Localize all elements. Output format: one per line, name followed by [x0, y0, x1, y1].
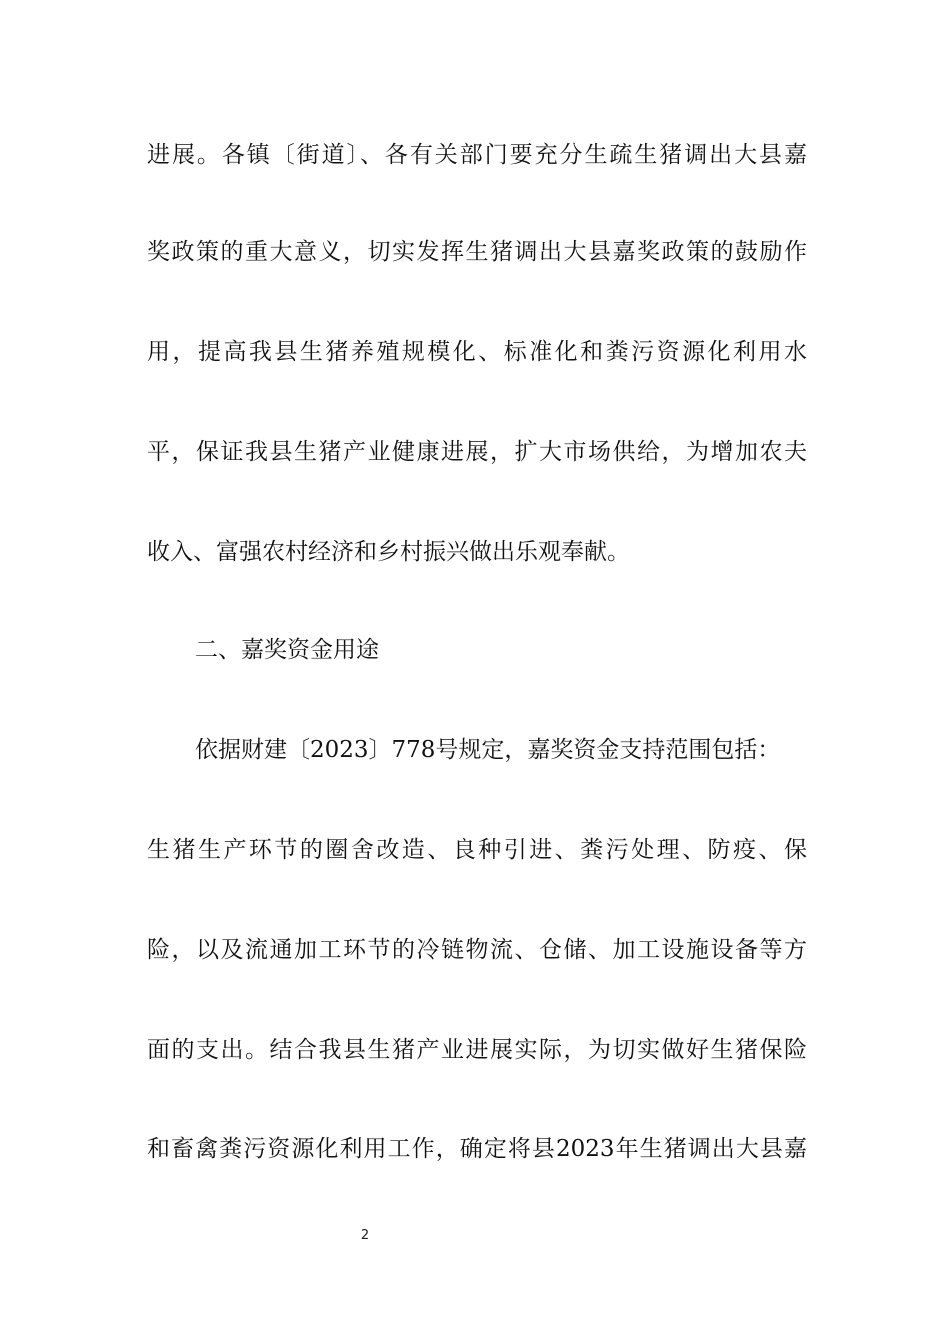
- paragraph-line: 依据财建〔2023〕778号规定，嘉奖资金支持范围包括：: [195, 737, 781, 763]
- paragraph-line: 和畜禽粪污资源化利用工作，确定将县2023年生猪调出大县嘉: [147, 1136, 807, 1162]
- page-number: 2: [360, 1228, 370, 1243]
- section-heading: 二、嘉奖资金用途: [195, 637, 379, 663]
- paragraph-line: 收入、富强农村经济和乡村振兴做出乐观奉献。: [147, 539, 630, 565]
- paragraph-line: 生猪生产环节的圈舍改造、良种引进、粪污处理、防疫、保: [147, 837, 807, 863]
- paragraph-line: 平，保证我县生猪产业健康进展，扩大市场供给，为增加农夫: [147, 439, 807, 465]
- paragraph-line: 险，以及流通加工环节的冷链物流、仓储、加工设施设备等方: [147, 937, 807, 963]
- paragraph-line: 面的支出。结合我县生猪产业进展实际，为切实做好生猪保险: [147, 1037, 807, 1063]
- paragraph-line: 奖政策的重大意义，切实发挥生猪调出大县嘉奖政策的鼓励作: [147, 239, 807, 265]
- paragraph-line: 进展。各镇〔街道〕、各有关部门要充分生疏生猪调出大县嘉: [147, 142, 807, 168]
- paragraph-line: 用，提高我县生猪养殖规模化、标准化和粪污资源化利用水: [147, 339, 807, 365]
